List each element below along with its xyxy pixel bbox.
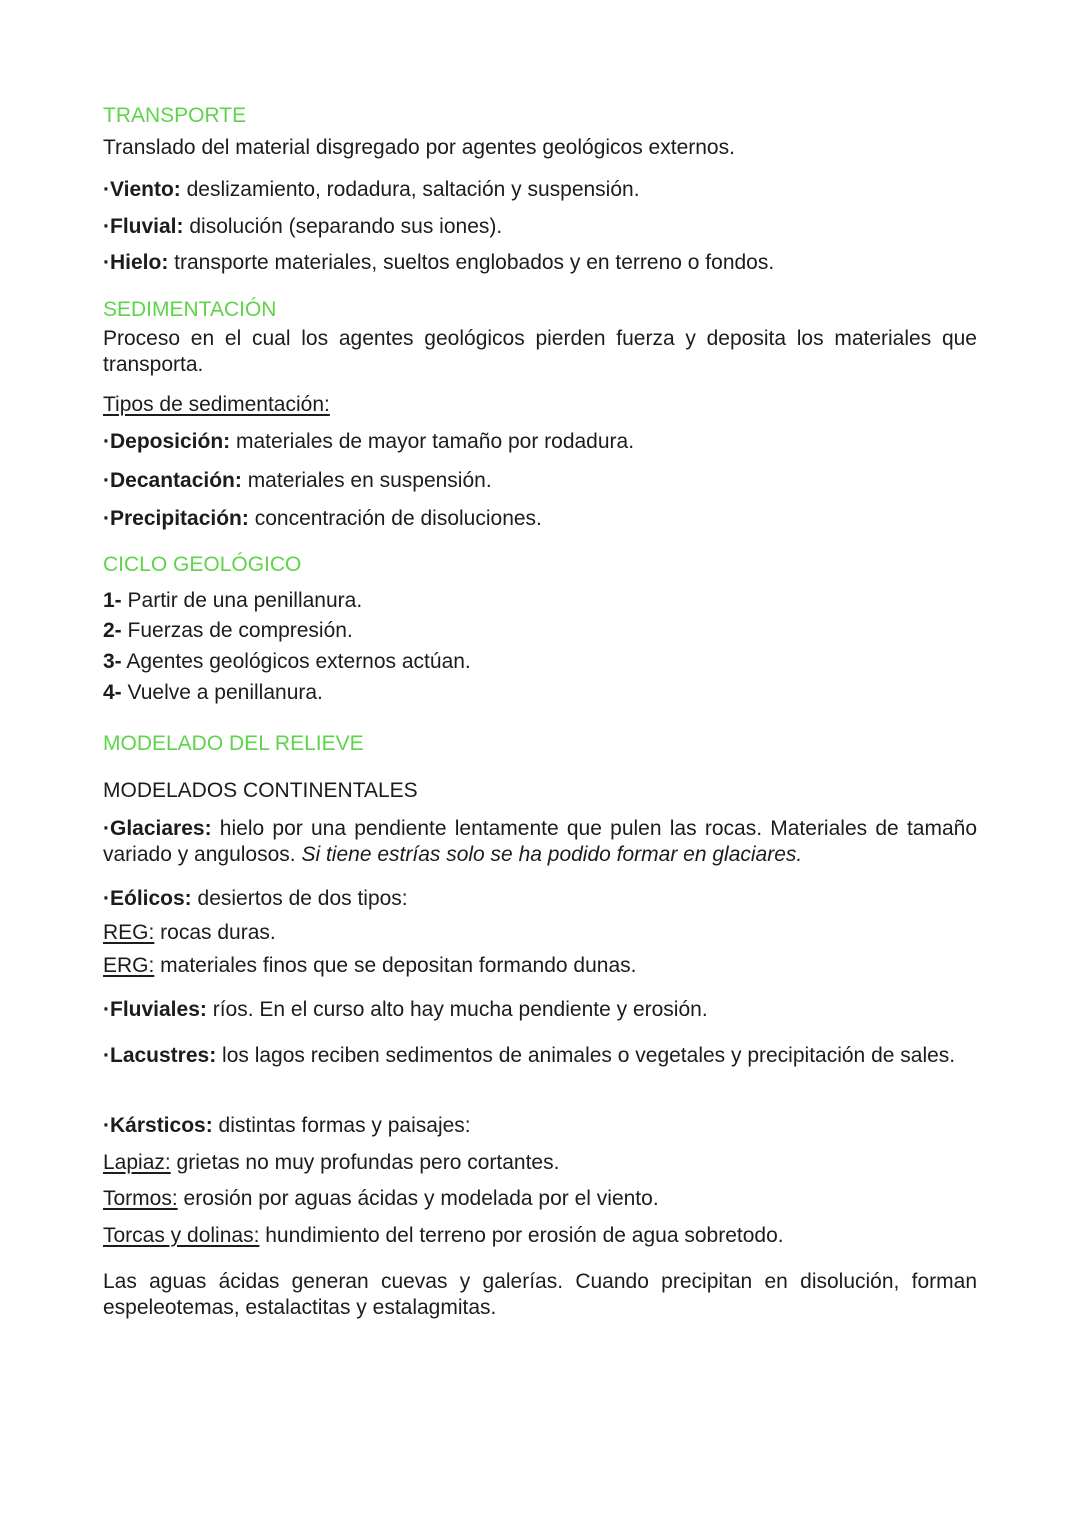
transporte-item-viento: ·Viento: deslizamiento, rodadura, saltación y suspensión. xyxy=(103,178,640,201)
ciclo-step-4: 4- Vuelve a penillanura. xyxy=(103,681,323,704)
transporte-intro: Translado del material disgregado por agentes geológicos externos. xyxy=(103,136,735,159)
ciclo-step-3: 3- Agentes geológicos externos actúan. xyxy=(103,650,471,673)
section-heading-ciclo: CICLO GEOLÓGICO xyxy=(103,553,302,576)
modelado-closing: Las aguas ácidas generan cuevas y galerías. Cuando precipitan en disolución, forman espeleotemas, estalactitas y estalagmitas. xyxy=(103,1270,977,1319)
modelado-glaciares: ·Glaciares: hielo por una pendiente lentamente que pulen las rocas. Materiales de tamaño variado y angulosos. Si tiene estrías solo se ha podido formar en glaciares. xyxy=(103,817,977,866)
section-heading-sedimentacion: SEDIMENTACIÓN xyxy=(103,298,277,321)
sedimentacion-intro: Proceso en el cual los agentes geológicos pierden fuerza y deposita los materiales que transporta. xyxy=(103,327,977,376)
modelado-karsticos: ·Kársticos: distintas formas y paisajes: xyxy=(103,1114,471,1137)
ciclo-step-1: 1- Partir de una penillanura. xyxy=(103,589,363,612)
karsticos-type-tormos: Tormos: erosión por aguas ácidas y modelada por el viento. xyxy=(103,1187,659,1210)
karsticos-type-torcas: Torcas y dolinas: hundimiento del terreno por erosión de agua sobretodo. xyxy=(103,1224,784,1247)
section-heading-transporte: TRANSPORTE xyxy=(103,104,247,127)
sedimentacion-item-deposicion: ·Deposición: materiales de mayor tamaño por rodadura. xyxy=(103,430,635,453)
modelado-subheading: MODELADOS CONTINENTALES xyxy=(103,779,418,802)
section-heading-modelado: MODELADO DEL RELIEVE xyxy=(103,732,364,755)
transporte-item-hielo: ·Hielo: transporte materiales, sueltos englobados y en terreno o fondos. xyxy=(103,251,775,274)
ciclo-step-2: 2- Fuerzas de compresión. xyxy=(103,619,353,642)
sedimentacion-item-precipitacion: ·Precipitación: concentración de disoluciones. xyxy=(103,507,542,530)
eolicos-type-reg: REG: rocas duras. xyxy=(103,921,276,944)
eolicos-type-erg: ERG: materiales finos que se depositan formando dunas. xyxy=(103,954,637,977)
modelado-lacustres: ·Lacustres: los lagos reciben sedimentos de animales o vegetales y precipitación de sales. xyxy=(103,1044,956,1067)
karsticos-type-lapiaz: Lapiaz: grietas no muy profundas pero cortantes. xyxy=(103,1151,560,1174)
sedimentacion-subheading: Tipos de sedimentación: xyxy=(103,393,330,416)
modelado-fluviales: ·Fluviales: ríos. En el curso alto hay mucha pendiente y erosión. xyxy=(103,998,708,1021)
modelado-eolicos: ·Eólicos: desiertos de dos tipos: xyxy=(103,887,408,910)
transporte-item-fluvial: ·Fluvial: disolución (separando sus iones). xyxy=(103,215,503,238)
sedimentacion-item-decantacion: ·Decantación: materiales en suspensión. xyxy=(103,469,492,492)
